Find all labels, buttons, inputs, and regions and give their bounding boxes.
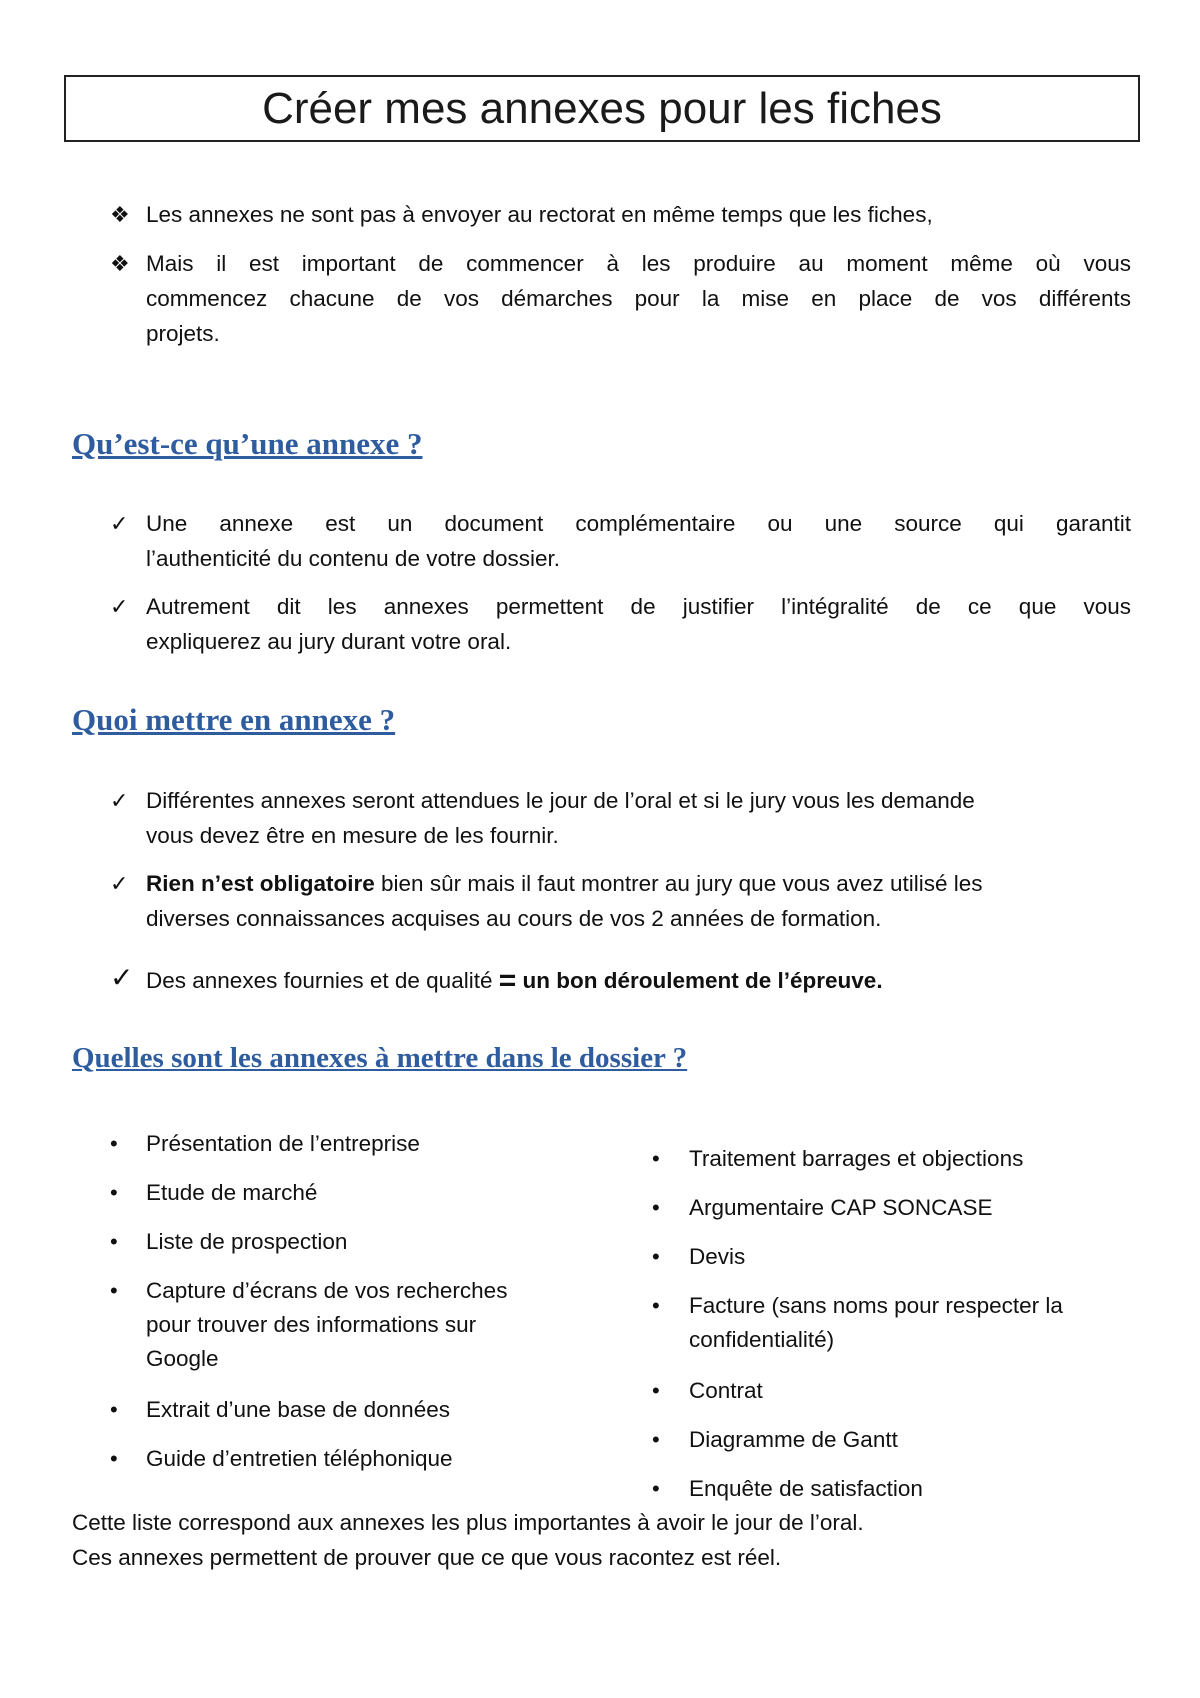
annex-left-item: Extrait d’une base de données: [146, 1397, 450, 1422]
diamond-bullet-icon: ❖: [110, 202, 130, 227]
section2-item-2-line-2: diverses connaissances acquises au cours de vos 2 années de formation.: [146, 906, 882, 931]
annex-right-item: Traitement barrages et objections: [689, 1146, 1024, 1171]
section2-item-1-line-2: vous devez être en mesure de les fournir.: [146, 823, 559, 848]
section1-item-1-line-1: Une annexe est un document complémentaire ou une source qui garantit: [146, 511, 1131, 536]
annex-left-item-continued: pour trouver des informations sur: [146, 1312, 477, 1337]
annex-left-item: Guide d’entretien téléphonique: [146, 1446, 453, 1471]
annex-right-item: Devis: [689, 1244, 746, 1269]
footer-line-2: Ces annexes permettent de prouver que ce que vous racontez est réel.: [72, 1545, 782, 1570]
intro-item-2-line-2: commencez chacune de vos démarches pour la mise en place de vos différents: [146, 286, 1131, 311]
annex-right-item: Contrat: [689, 1378, 763, 1403]
section1-item-1-line-2: l’authenticité du contenu de votre dossier.: [146, 546, 561, 571]
section-heading-which-annexes: Quelles sont les annexes à mettre dans le dossier ?: [72, 1042, 688, 1074]
intro-item-2-line-3: projets.: [146, 321, 220, 346]
section2-item-3-pre: Des annexes fournies et de qualité: [146, 968, 499, 993]
equals-sign: =: [498, 964, 517, 997]
annex-left-item: Liste de prospection: [146, 1229, 348, 1254]
annex-right-item: Enquête de satisfaction: [689, 1476, 923, 1501]
bullet-icon: •: [652, 1293, 660, 1318]
intro-item-1: Les annexes ne sont pas à envoyer au rectorat en même temps que les fiches,: [146, 202, 933, 227]
annex-left-item-continued: Google: [146, 1346, 219, 1371]
bullet-icon: •: [652, 1378, 660, 1403]
diamond-bullet-icon: ❖: [110, 251, 130, 276]
bullet-icon: •: [110, 1131, 118, 1156]
bullet-icon: •: [652, 1146, 660, 1171]
bullet-icon: •: [652, 1244, 660, 1269]
bullet-icon: •: [110, 1229, 118, 1254]
annex-left-item: Présentation de l’entreprise: [146, 1131, 420, 1156]
bullet-icon: •: [110, 1180, 118, 1205]
bullet-icon: •: [110, 1278, 118, 1303]
bullet-icon: •: [652, 1427, 660, 1452]
section-heading-what-is-annex: Qu’est-ce qu’une annexe ?: [72, 426, 423, 461]
section2-item-1-line-1: Différentes annexes seront attendues le jour de l’oral et si le jury vous les demande: [146, 788, 975, 813]
check-icon: ✓: [110, 871, 129, 896]
section2-item-3: [146, 963, 1131, 998]
page-title-text: Créer mes annexes pour les fiches: [262, 83, 942, 133]
check-icon: ✓: [110, 594, 129, 619]
page-title: [64, 75, 1140, 142]
section1-item-2-line-1: Autrement dit les annexes permettent de justifier l’intégralité de ce que vous: [146, 594, 1131, 619]
annex-right-item-continued: confidentialité): [689, 1327, 835, 1352]
section2-item-3-bold: un bon déroulement de l’épreuve.: [516, 968, 883, 993]
bullet-icon: •: [110, 1397, 118, 1422]
check-icon: ✓: [110, 788, 129, 813]
section1-item-2-line-2: expliquerez au jury durant votre oral.: [146, 629, 512, 654]
intro-item-2-line-1: Mais il est important de commencer à les produire au moment même où vous: [146, 251, 1131, 276]
check-icon: ✓: [110, 511, 129, 536]
annex-right-item: Argumentaire CAP SONCASE: [689, 1195, 993, 1220]
bullet-icon: •: [652, 1476, 660, 1501]
section2-item-2-rest: bien sûr mais il faut montrer au jury que vous avez utilisé les: [374, 871, 983, 896]
check-bold-icon: ✓: [110, 962, 134, 993]
annex-right-item: Facture (sans noms pour respecter la: [689, 1293, 1063, 1318]
section-heading-what-to-include: Quoi mettre en annexe ?: [72, 702, 396, 737]
annex-right-item: Diagramme de Gantt: [689, 1427, 898, 1452]
bullet-icon: •: [652, 1195, 660, 1220]
section2-item-2-bold: Rien n’est obligatoire: [146, 871, 375, 896]
section2-item-2-line-1: [146, 866, 1131, 901]
footer-line-1: Cette liste correspond aux annexes les plus importantes à avoir le jour de l’oral.: [72, 1510, 864, 1535]
annex-left-item: Capture d’écrans de vos recherches: [146, 1278, 508, 1303]
annex-left-item: Etude de marché: [146, 1180, 318, 1205]
bullet-icon: •: [110, 1446, 118, 1471]
